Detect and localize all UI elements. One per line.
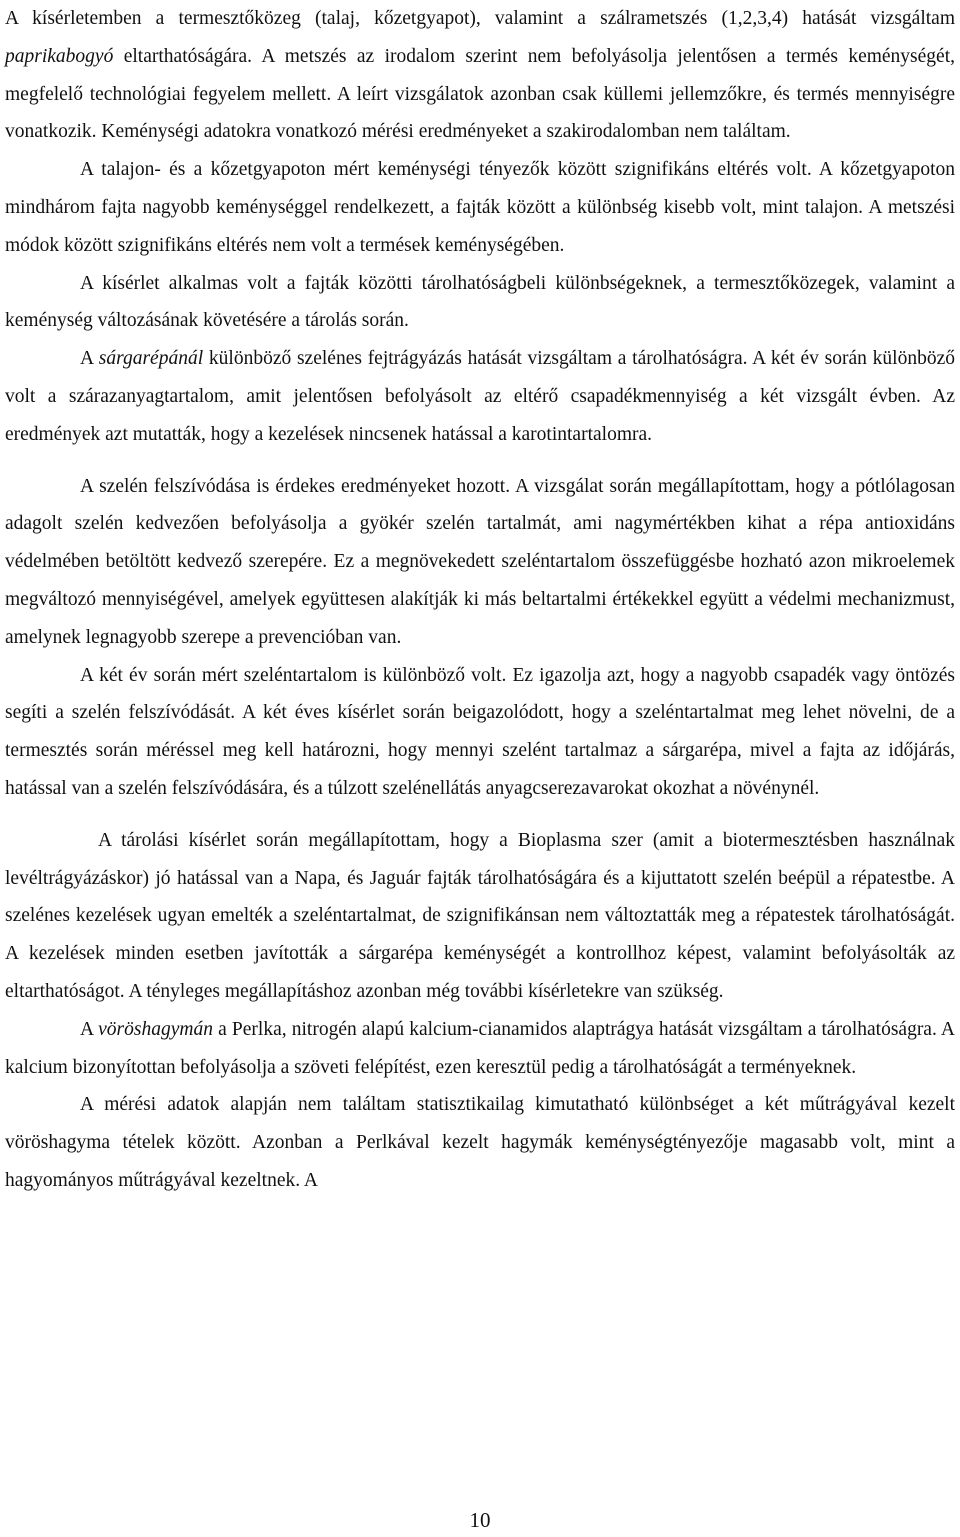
text-run: A (80, 1018, 99, 1040)
paragraph (5, 657, 955, 808)
text-run: A (80, 348, 99, 370)
paragraph (5, 151, 955, 264)
paragraph (5, 1086, 955, 1199)
text-run: A szelén felszívódása is érdekes eredményeket hozott. A vizsgálat során megállapítottam, hogy a pótlólagosan adagolt szelén kedvezően befolyásolja a gyökér szelén tartalmát, ami nagymértékben kihat a répa antioxidáns védelmében betöltött kedvező szerepére. Ez a megnövekedett szeléntartalom összefüggésbe hozható azon mikroelemek megváltozó mennyiségével, amelyek együttesen alakítják ki más beltartalmi értékekkel együtt a védelmi mechanizmust, amelynek legnagyobb szerepe a prevencióban van. (5, 475, 955, 648)
italic-term: paprikabogyó (5, 45, 114, 67)
italic-term: sárgarépánál (98, 348, 204, 370)
paragraph (5, 265, 955, 341)
italic-term: vöröshagymán (98, 1018, 213, 1040)
text-run: A két év során mért szeléntartalom is különböző volt. Ez igazolja azt, hogy a nagyobb csapadék vagy öntözés segíti a szelén felszívódását. A két éves kísérlet során beigazolódott, hogy a szeléntartalmat meg lehet növelni, de a termesztés során méréssel meg kell határozni, hogy mennyi szelént tartalmaz a sárgarépa, mivel a fajta az időjárás, hatással van a szelén felszívódására, és a túlzott szelénellátás anyagcserezavarokat okozhat a növénynél. (5, 664, 955, 799)
text-run: eltarthatóságára. A metszés az irodalom szerint nem befolyásolja jelentősen a termés keménységét, megfelelő technológiai fegyelem mellett. A leírt vizsgálatok azonban csak küllemi jellemzőkre, és termés mennyiségre vonatkozik. Keménységi adatokra vonatkozó mérési eredményeket a szakirodalomban nem találtam. (5, 45, 955, 143)
document-page (5, 0, 955, 1200)
text-run: A kísérlet alkalmas volt a fajták közötti tárolhatóságbeli különbségeknek, a termesztőközegek, valamint a keménység változásának követésére a tárolás során. (5, 272, 955, 332)
page-number: 10 (469, 1508, 491, 1532)
text-run: A talajon- és a kőzetgyapoton mért keménységi tényezők között szignifikáns eltérés volt. A kőzetgyapoton mindhárom fajta nagyobb keménységgel rendelkezett, a fajták között a különbség kisebb volt, mint talajon. A metszési módok között szignifikáns eltérés nem volt a termések keménységében. (5, 159, 955, 256)
text-run: különböző szelénes fejtrágyázás hatását vizsgáltam a tárolhatóságra. A két év során különböző volt a szárazanyagtartalom, amit jelentősen befolyásolt az eltérő csapadékmennyiség a két vizsgált évben. Az eredmények azt mutatták, hogy a kezelések nincsenek hatással a karotintartalomra. (5, 348, 955, 445)
text-run: A tárolási kísérlet során megállapítottam, hogy a Bioplasma szer (amit a biotermesztésben használnak levéltrágyázáskor) jó hatással van a Napa, és Jaguár fajták tárolhatóságára és a kijuttatott szelén beépül a répatestbe. A szelénes kezelések ugyan emelték a szeléntartalmat, de szignifikánsan nem változtatták meg a répatestek tárolhatóságát. A kezelések minden esetben javították a sárgarépa keménységét a kontrollhoz képest, valamint befolyásolták az eltarthatóságot. A tényleges megállapításhoz azonban még további kísérletekre van szükség. (5, 829, 955, 1002)
text-run: A kísérletemben a termesztőközeg (talaj, kőzetgyapot), valamint a szálrametszés (1,2,3,4) hatását vizsgáltam (5, 8, 955, 29)
text-run: a Perlka, nitrogén alapú kalcium-cianamidos alaptrágya hatását vizsgáltam a tárolhatóságra. A kalcium bizonyítottan befolyásolja a szöveti felépítést, ezen keresztül pedig a tárolhatóságát a terményeknek. (5, 1018, 955, 1078)
paragraph (5, 822, 955, 1011)
text-run: A mérési adatok alapján nem találtam statisztikailag kimutatható különbséget a két műtrágyával kezelt vöröshagyma tételek között. Azonban a Perlkával kezelt hagymák keménységtényezője magasabb volt, mint a hagyományos műtrágyával kezeltnek. A (5, 1094, 955, 1191)
paragraph (5, 468, 955, 657)
paragraph (5, 340, 955, 453)
paragraph (5, 0, 955, 151)
paragraph (5, 1011, 955, 1087)
